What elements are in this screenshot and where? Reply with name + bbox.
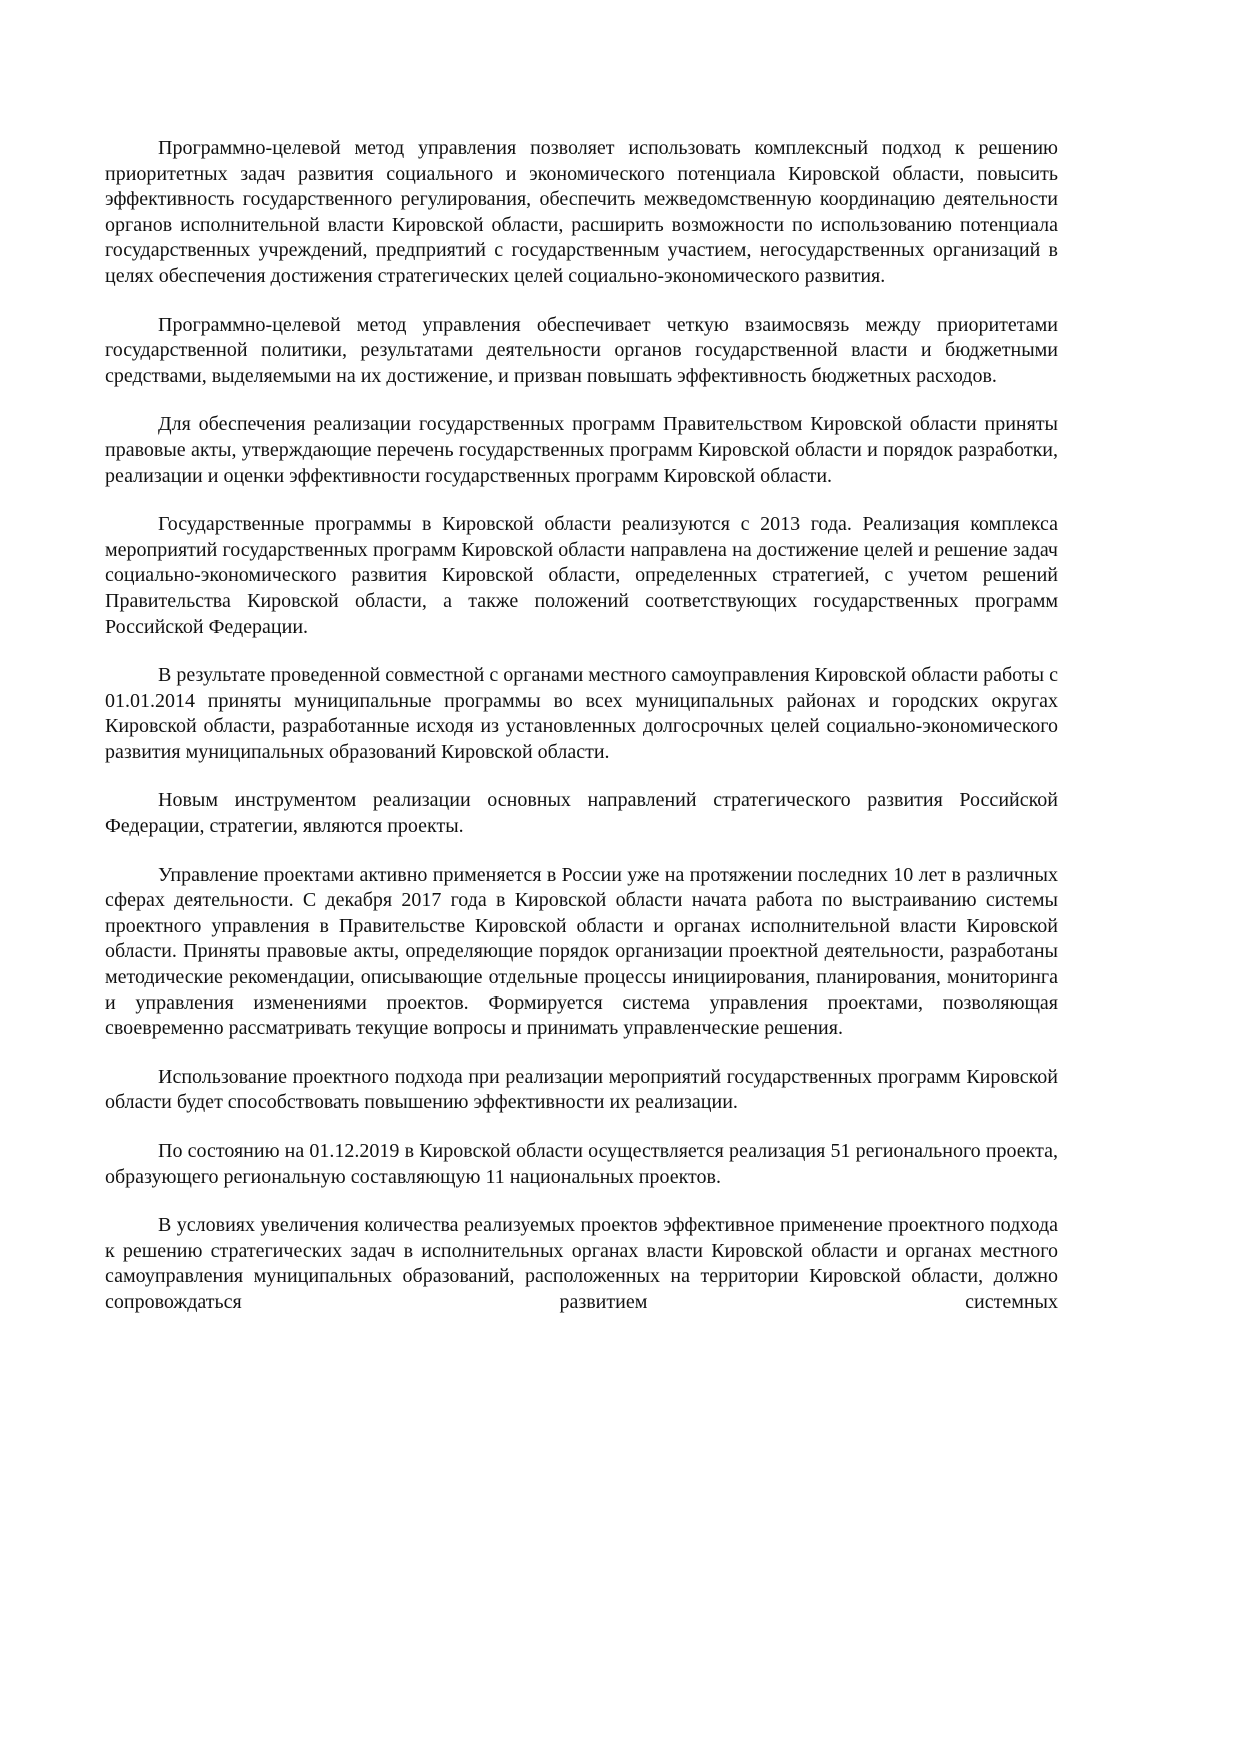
paragraph-continued: В условиях увеличения количества реализуемых проектов эффективное применение проектного подхода к решению стратегических задач в исполнительных органах власти Кировской области и органах местного самоуправления муниципальных образований, расположенных на территории Кировской области, должно сопровождаться развитием системных bbox=[105, 1214, 1058, 1313]
paragraph: В результате проведенной совместной с органами местного самоуправления Кировской области работы с 01.01.2014 приняты муниципальные программы во всех муниципальных районах и городских округах Кировской области, разработанные исходя из установленных долгосрочных целей социально-экономического развития муниципальных образований Кировской области. bbox=[105, 664, 1058, 763]
paragraph: Программно-целевой метод управления обеспечивает четкую взаимосвязь между приоритетами государственной политики, результатами деятельности органов государственной власти и бюджетными средствами, выделяемыми на их достижение, и призван повышать эффективность бюджетных расходов. bbox=[105, 313, 1058, 387]
document-page bbox=[105, 136, 1058, 1339]
paragraph: Управление проектами активно применяется в России уже на протяжении последних 10 лет в различных сферах деятельности. С декабря 2017 года в Кировской области начата работа по выстраиванию системы проектного управления в Правительстве Кировской области и органах исполнительной власти Кировской области. Приняты правовые акты, определяющие порядок организации проектной деятельности, разработаны методические рекомендации, описывающие отдельные процессы инициирования, планирования, мониторинга и управления изменениями проектов. Формируется система управления проектами, позволяющая своевременно рассматривать текущие вопросы и принимать управленческие решения. bbox=[105, 863, 1058, 1040]
paragraph: Программно-целевой метод управления позволяет использовать комплексный подход к решению приоритетных задач развития социального и экономического потенциала Кировской области, повысить эффективность государственного регулирования, обеспечить межведомственную координацию деятельности органов исполнительной власти Кировской области, расширить возможности по использованию потенциала государственных учреждений, предприятий с государственным участием, негосударственных организаций в целях обеспечения достижения стратегических целей социально-экономического развития. bbox=[105, 137, 1058, 287]
paragraph: По состоянию на 01.12.2019 в Кировской области осуществляется реализация 51 регионального проекта, образующего региональную составляющую 11 национальных проектов. bbox=[105, 1140, 1058, 1188]
paragraph: Новым инструментом реализации основных направлений стратегического развития Российской Федерации, стратегии, являются проекты. bbox=[105, 789, 1058, 838]
paragraph: Для обеспечения реализации государственных программ Правительством Кировской области приняты правовые акты, утверждающие перечень государственных программ Кировской области и порядок разработки, реализации и оценки эффективности государственных программ Кировской области. bbox=[105, 413, 1058, 487]
paragraph: Государственные программы в Кировской области реализуются с 2013 года. Реализация комплекса мероприятий государственных программ Кировской области направлена на достижение целей и решение задач социально-экономического развития Кировской области, определенных стратегией, с учетом решений Правительства Кировской области, а также положений соответствующих государственных программ Российской Федерации. bbox=[105, 513, 1058, 638]
paragraph: Использование проектного подхода при реализации мероприятий государственных программ Кировской области будет способствовать повышению эффективности их реализации. bbox=[105, 1065, 1058, 1114]
